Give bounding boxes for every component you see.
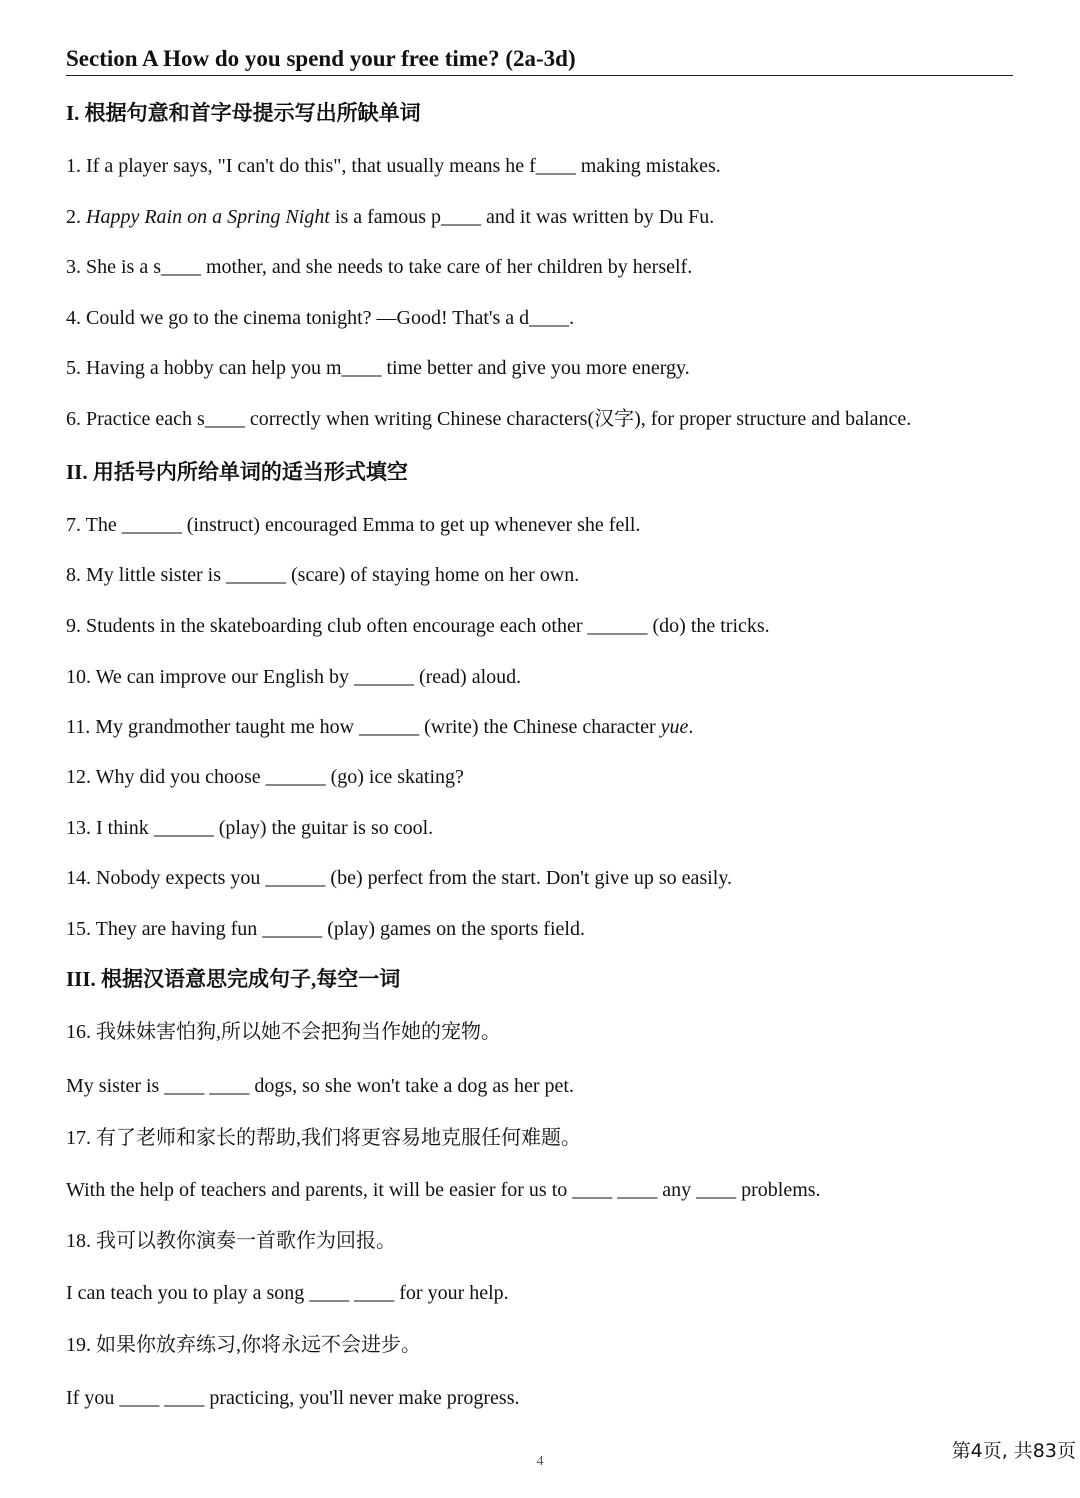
question-4: 4. Could we go to the cinema tonight? —Good! That's a d____. xyxy=(66,307,575,329)
part2-heading: II. 用括号内所给单词的适当形式填空 xyxy=(66,460,408,484)
question-2-text: is a famous p____ and it was written by Du Fu. xyxy=(329,206,715,228)
question-2-number: 2. xyxy=(66,206,86,228)
question-16-chinese: 16. 我妹妹害怕狗,所以她不会把狗当作她的宠物。 xyxy=(66,1021,501,1043)
part1-heading: I. 根据句意和首字母提示写出所缺单词 xyxy=(66,101,421,125)
question-15: 15. They are having fun ______ (play) games on the sports field. xyxy=(66,918,585,940)
character-yue: yue xyxy=(660,716,689,738)
question-11 xyxy=(66,714,693,740)
question-1: 1. If a player says, "I can't do this", that usually means he f____ making mistakes. xyxy=(66,155,721,177)
question-13: 13. I think ______ (play) the guitar is so cool. xyxy=(66,817,434,839)
question-10: 10. We can improve our English by ______ (read) aloud. xyxy=(66,666,522,688)
question-3: 3. She is a s____ mother, and she needs to take care of her children by herself. xyxy=(66,256,693,278)
poem-title: Happy Rain on a Spring Night xyxy=(86,206,330,228)
page-info: 第4页, 共83页 xyxy=(951,1440,1076,1462)
question-12: 12. Why did you choose ______ (go) ice skating? xyxy=(66,766,464,788)
question-19-english: If you ____ ____ practicing, you'll never make progress. xyxy=(66,1387,520,1409)
question-8: 8. My little sister is ______ (scare) of staying home on her own. xyxy=(66,564,580,586)
page-number: 4 xyxy=(536,1454,544,1469)
question-11-end: . xyxy=(688,716,694,738)
section-title: Section A How do you spend your free time? (2a-3d) xyxy=(66,44,1013,76)
question-7: 7. The ______ (instruct) encouraged Emma to get up whenever she fell. xyxy=(66,514,641,536)
question-14: 14. Nobody expects you ______ (be) perfect from the start. Don't give up so easily. xyxy=(66,867,733,889)
question-17-chinese: 17. 有了老师和家长的帮助,我们将更容易地克服任何难题。 xyxy=(66,1127,581,1149)
question-18-english: I can teach you to play a song ____ ____ for your help. xyxy=(66,1282,509,1304)
question-16-english: My sister is ____ ____ dogs, so she won't take a dog as her pet. xyxy=(66,1075,574,1097)
question-2 xyxy=(66,204,714,230)
question-9: 9. Students in the skateboarding club often encourage each other ______ (do) the tricks. xyxy=(66,615,770,637)
part3-heading: III. 根据汉语意思完成句子,每空一词 xyxy=(66,967,401,991)
question-6: 6. Practice each s____ correctly when writing Chinese characters(汉字), for proper structure and balance. xyxy=(66,408,912,430)
question-17-english: With the help of teachers and parents, it will be easier for us to ____ ____ any ____ problems. xyxy=(66,1179,821,1201)
question-11-text: 11. My grandmother taught me how ______ (write) the Chinese character xyxy=(66,716,661,738)
question-5: 5. Having a hobby can help you m____ time better and give you more energy. xyxy=(66,357,690,379)
question-18-chinese: 18. 我可以教你演奏一首歌作为回报。 xyxy=(66,1230,396,1252)
question-19-chinese: 19. 如果你放弃练习,你将永远不会进步。 xyxy=(66,1334,421,1356)
